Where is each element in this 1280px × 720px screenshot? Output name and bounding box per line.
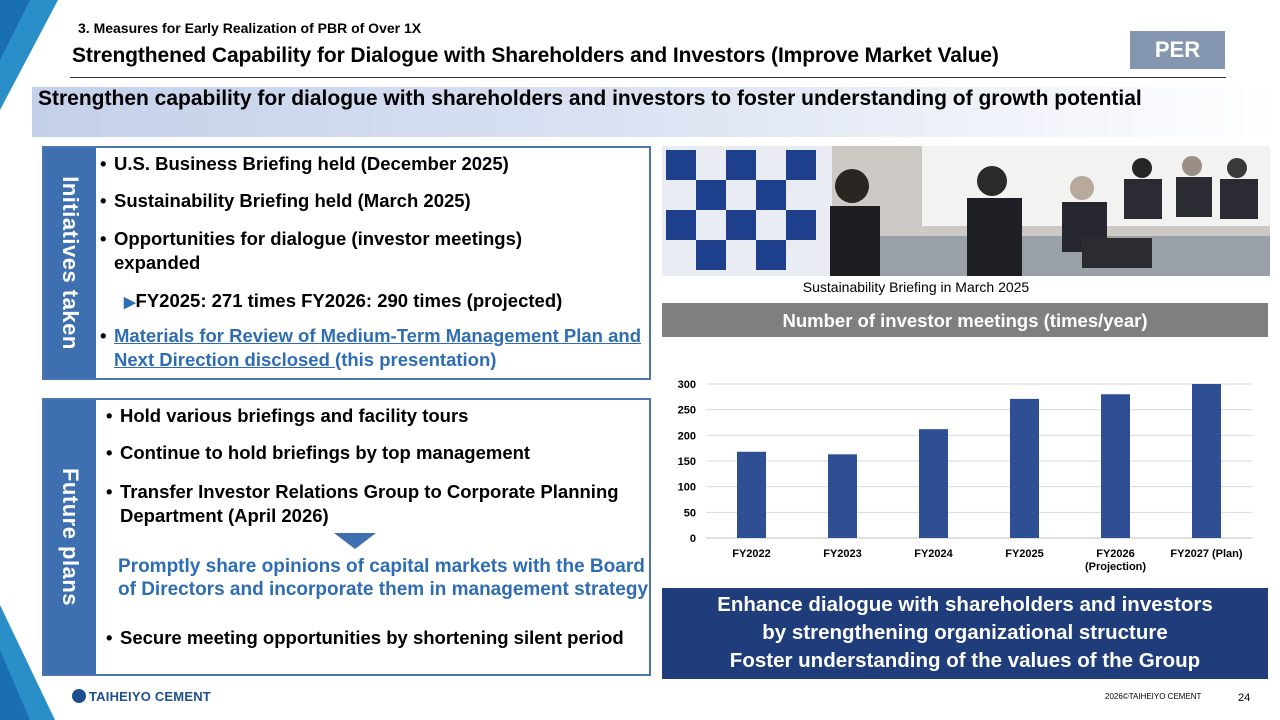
x-tick-label: (Projection): [1084, 561, 1147, 573]
bar-2: [919, 429, 948, 538]
initiative-bullet-2: • Sustainability Briefing held (March 2025): [100, 190, 471, 211]
photo-caption: Sustainability Briefing in March 2025: [802, 279, 1030, 295]
per-badge: PER: [1130, 31, 1225, 69]
x-tick-label: FY2022: [732, 548, 771, 560]
summary-line-3: Foster understanding of the values of the Group: [729, 649, 1201, 672]
future-bullet-2: • Continue to hold briefings by top management: [106, 442, 531, 463]
bar-1: [828, 454, 857, 538]
banner-text: Strengthen capability for dialogue with shareholders and investors to foster understanding of growth potential: [38, 87, 1142, 110]
page-number: 24: [1238, 692, 1251, 704]
y-tick-label: 200: [677, 430, 696, 443]
y-tick-label: 50: [683, 507, 696, 520]
x-tick-label: FY2026: [1096, 548, 1135, 560]
x-tick-label: FY2023: [823, 548, 862, 560]
materials-link[interactable]: Materials for Review of Medium-Term Management Plan and Next Direction disclosed: [114, 325, 642, 370]
initiative-bullet-4: • Materials for Review of Medium-Term Management Plan and Next Direction disclosed (this presentation): [100, 325, 642, 370]
triangle-bullet-icon: ▶: [124, 294, 136, 311]
logo-emblem-icon: [72, 689, 86, 703]
bar-4: [1101, 394, 1130, 538]
bar-5: [1192, 384, 1221, 538]
page-title: Strengthened Capability for Dialogue with Shareholders and Investors (Improve Market Value): [72, 44, 999, 67]
initiatives-panel: [42, 146, 651, 380]
y-tick-label: 250: [677, 404, 696, 417]
y-tick-label: 100: [677, 481, 696, 494]
meeting-count-subitem: ▶FY2025: 271 times FY2026: 290 times (projected): [124, 290, 563, 311]
x-tick-label: FY2027 (Plan): [1170, 548, 1243, 560]
materials-link-suffix: (this presentation): [335, 349, 497, 370]
future-bullet-3: • Transfer Investor Relations Group to Corporate Planning Department (April 2026): [106, 481, 619, 526]
future-plans-side-label: Future plans: [44, 400, 96, 674]
down-arrow-icon: [334, 533, 376, 551]
y-tick-label: 150: [677, 456, 696, 468]
y-tick-label: 0: [689, 533, 696, 545]
copyright: 2026©TAIHEIYO CEMENT: [1105, 692, 1202, 701]
future-bullet-4: • Secure meeting opportunities by shortening silent period: [106, 627, 624, 648]
y-tick-label: 300: [677, 379, 696, 391]
bar-0: [737, 452, 766, 538]
initiative-bullet-3: • Opportunities for dialogue (investor meetings) expanded: [100, 228, 523, 273]
briefing-photo: [662, 146, 1270, 276]
initiative-bullet-1: • U.S. Business Briefing held (December 2025): [100, 153, 509, 174]
future-plans-panel: [42, 398, 651, 676]
summary-line-2: by strengthening organizational structure: [762, 621, 1168, 644]
chart-header: Number of investor meetings (times/year): [662, 303, 1268, 337]
future-bullet-1: • Hold various briefings and facility tours: [106, 405, 469, 426]
summary-box: [662, 588, 1268, 679]
section-label: 3. Measures for Early Realization of PBR of Over 1X: [78, 20, 422, 36]
x-tick-label: FY2024: [914, 548, 953, 560]
bar-3: [1010, 399, 1039, 538]
future-highlight-text: Promptly share opinions of capital markets with the Board of Directors and incorporate them in management strategy: [118, 556, 649, 600]
x-tick-label: FY2025: [1005, 548, 1044, 560]
investor-meetings-chart: [662, 372, 1268, 580]
title-divider: [70, 77, 1226, 78]
company-logo: TAIHEIYO CEMENT: [72, 689, 211, 704]
initiatives-side-label: Initiatives taken: [44, 148, 96, 378]
summary-line-1: Enhance dialogue with shareholders and investors: [717, 593, 1213, 616]
